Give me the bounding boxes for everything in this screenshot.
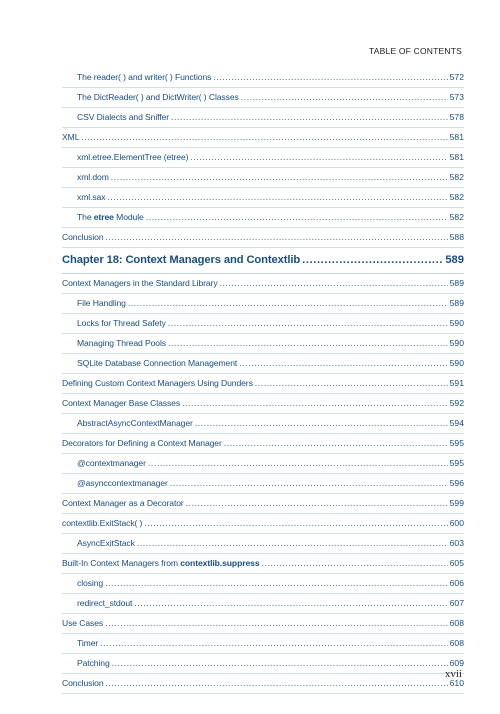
toc-entry[interactable]	[62, 674, 464, 694]
dot-leader	[100, 634, 448, 653]
toc-entry-page: 603	[449, 538, 464, 548]
toc-entry-title-part: @contextmanager	[77, 458, 146, 468]
toc-entry-title	[77, 454, 146, 473]
toc-entry-title	[62, 394, 180, 413]
toc-entry-page: 572	[449, 72, 464, 82]
toc-entry-title	[77, 108, 169, 127]
toc-entry[interactable]	[62, 128, 464, 148]
dot-leader	[302, 248, 443, 273]
toc-entry-page: 589	[449, 278, 464, 288]
dot-leader	[81, 128, 447, 147]
toc-entry-title-part: contextlib.suppress	[180, 558, 260, 568]
toc-entry-title-part: contextlib.ExitStack( )	[62, 518, 143, 528]
toc-entry[interactable]	[62, 334, 464, 354]
toc-entry-title-part: Managing Thread Pools	[77, 338, 166, 348]
dot-leader	[146, 208, 448, 227]
toc-entry-title	[77, 294, 126, 313]
dot-leader	[255, 374, 448, 393]
toc-chapter-entry[interactable]	[62, 248, 464, 274]
dot-leader	[171, 108, 448, 127]
toc-entry-title-part: Conclusion	[62, 232, 104, 242]
toc-entry-page: 600	[449, 518, 464, 528]
toc-entry[interactable]	[62, 514, 464, 534]
dot-leader	[239, 354, 447, 373]
toc-entry-page: 582	[449, 212, 464, 222]
dot-leader	[241, 88, 448, 107]
toc-entry-title-part: The	[77, 212, 94, 222]
toc-entry-title-part: The DictReader( ) and DictWriter( ) Classes	[77, 92, 239, 102]
toc-entry-title	[77, 594, 132, 613]
toc-entry[interactable]	[62, 108, 464, 128]
toc-entry-title	[62, 434, 222, 453]
toc-entry-title-part: Locks for Thread Safety	[77, 318, 166, 328]
dot-leader	[195, 414, 448, 433]
toc-entry[interactable]	[62, 168, 464, 188]
toc-entry-title-part: xml.sax	[77, 192, 106, 202]
toc-entry-page: 607	[449, 598, 464, 608]
dot-leader	[112, 654, 448, 673]
dot-leader	[186, 494, 448, 513]
toc-entry-title	[77, 414, 193, 433]
toc-entry-page: 605	[449, 558, 464, 568]
toc-entry-page: 582	[449, 172, 464, 182]
toc-entry-title	[62, 128, 79, 147]
toc-entry-title	[62, 374, 253, 393]
toc-entry-page: 581	[449, 132, 464, 142]
toc-entry-title-part: AbstractAsyncContextManager	[77, 418, 193, 428]
dot-leader	[107, 188, 447, 207]
dot-leader	[190, 148, 447, 167]
toc-entry[interactable]	[62, 354, 464, 374]
dot-leader	[182, 394, 448, 413]
toc-entry-page: 589	[449, 298, 464, 308]
toc-entry-page: 599	[449, 498, 464, 508]
toc-entry[interactable]	[62, 314, 464, 334]
dot-leader	[128, 294, 448, 313]
dot-leader	[105, 574, 448, 593]
toc-entry[interactable]	[62, 534, 464, 554]
dot-leader	[220, 274, 448, 293]
toc-entry-page: 588	[449, 232, 464, 242]
dot-leader	[262, 554, 448, 573]
toc-entry[interactable]	[62, 654, 464, 674]
toc-entry-title-part: SQLite Database Connection Management	[77, 358, 238, 368]
toc-entry[interactable]	[62, 228, 464, 248]
toc-entry-title	[62, 554, 260, 573]
toc-entry[interactable]	[62, 414, 464, 434]
dot-leader	[224, 434, 448, 453]
toc-entry-page: 610	[449, 678, 464, 688]
toc-entry-page: 590	[449, 358, 464, 368]
toc-entry-title-part: @asynccontextmanager	[77, 478, 168, 488]
dot-leader	[148, 454, 448, 473]
dot-leader	[213, 68, 447, 87]
toc-entry-page: 592	[449, 398, 464, 408]
toc-entry[interactable]	[62, 294, 464, 314]
toc-entry-title	[77, 208, 144, 227]
dot-leader	[168, 334, 448, 353]
toc-entry-page: 582	[449, 192, 464, 202]
toc-entry-title	[62, 674, 104, 693]
toc-entry-title	[62, 614, 103, 633]
toc-entry[interactable]	[62, 494, 464, 514]
toc-entry-page: 595	[449, 458, 464, 468]
toc-entry-title-part: Conclusion	[62, 678, 104, 688]
toc-entry[interactable]	[62, 208, 464, 228]
toc-entry[interactable]	[62, 374, 464, 394]
toc-entry-title	[77, 634, 98, 653]
toc-entry-title-part: Chapter 18: Context Managers and Contextlib	[62, 254, 301, 266]
toc-entry-page: 595	[449, 438, 464, 448]
toc-entry-title	[62, 274, 218, 293]
toc-entry-page: 596	[449, 478, 464, 488]
dot-leader	[111, 168, 448, 187]
toc-entry-page: 573	[449, 92, 464, 102]
dot-leader	[105, 614, 448, 633]
toc-entry[interactable]	[62, 274, 464, 294]
toc-entry-title-part: XML	[62, 132, 80, 142]
toc-entry-title	[62, 248, 300, 273]
toc-entry[interactable]	[62, 434, 464, 454]
toc-entry-page: 581	[449, 152, 464, 162]
dot-leader	[137, 534, 448, 553]
toc-entry-title	[77, 168, 109, 187]
toc-entry-title-part: etree	[93, 212, 114, 222]
toc-entry-title	[62, 514, 142, 533]
toc-entry-title	[77, 574, 103, 593]
toc-entry-title-part: Decorators for Defining a Context Manager	[62, 438, 222, 448]
toc-entry-page: 594	[449, 418, 464, 428]
dot-leader	[134, 594, 447, 613]
toc-entry-title	[77, 88, 239, 107]
toc-entry[interactable]	[62, 188, 464, 208]
toc-entry-title	[77, 148, 188, 167]
toc-entry-title-part: Defining Custom Context Managers Using Dunders	[62, 378, 253, 388]
toc-entry[interactable]	[62, 574, 464, 594]
dot-leader	[106, 674, 448, 693]
toc-entry[interactable]	[62, 634, 464, 654]
toc-entry-title-part: Built-In Context Managers from	[62, 558, 181, 568]
toc-entry-title-part: AsyncExitStack	[77, 538, 135, 548]
page-number: xvii	[444, 668, 462, 680]
toc-entry-page: 608	[449, 638, 464, 648]
toc-entry[interactable]	[62, 454, 464, 474]
toc-entry-title-part: Context Manager as a Decorator	[62, 498, 184, 508]
toc-entry[interactable]	[62, 554, 464, 574]
dot-leader	[106, 228, 448, 247]
toc-entry[interactable]	[62, 594, 464, 614]
toc-entry-title	[77, 188, 105, 207]
toc-entry-page: 590	[449, 338, 464, 348]
toc-entry-title-part: xml.dom	[77, 172, 109, 182]
toc-entry-title	[77, 354, 237, 373]
toc-entry-page: 608	[449, 618, 464, 628]
toc-entry[interactable]	[62, 474, 464, 494]
toc-entry-title-part: Context Managers in the Standard Library	[62, 278, 218, 288]
toc-entry-page: 606	[449, 578, 464, 588]
toc-entry[interactable]	[62, 148, 464, 168]
toc-entry-title	[77, 68, 211, 87]
toc-entry-page: 609	[449, 658, 464, 668]
toc-entry-title	[77, 474, 168, 493]
toc-entry-title-part: Context Manager Base Classes	[62, 398, 181, 408]
toc-entry-title	[77, 654, 110, 673]
dot-leader	[170, 474, 448, 493]
toc-entry-page: 578	[449, 112, 464, 122]
toc-entry-title-part: Use Cases	[62, 618, 104, 628]
toc-entry-title	[77, 334, 166, 353]
toc-entry-page: 590	[449, 318, 464, 328]
toc-entry-page: 591	[449, 378, 464, 388]
toc-entry-title	[77, 534, 135, 553]
toc-entry[interactable]	[62, 88, 464, 108]
toc-entry-page: 589	[445, 254, 464, 266]
toc-entry-title-part: Patching	[77, 658, 110, 668]
toc-entry-title-part: redirect_stdout	[77, 598, 133, 608]
toc-entry[interactable]	[62, 394, 464, 414]
toc-entry[interactable]	[62, 68, 464, 88]
running-head: TABLE OF CONTENTS	[369, 46, 462, 56]
toc-entry-title-part: File Handling	[77, 298, 126, 308]
toc-entry-title-part: CSV Dialects and Sniffer	[77, 112, 170, 122]
toc-entry-title-part: The reader( ) and writer( ) Functions	[77, 72, 212, 82]
table-of-contents	[62, 68, 464, 694]
toc-entry[interactable]	[62, 614, 464, 634]
dot-leader	[168, 314, 448, 333]
toc-entry-title-part: Timer	[77, 638, 99, 648]
dot-leader	[144, 514, 447, 533]
toc-entry-title	[62, 228, 104, 247]
toc-entry-title-part: closing	[77, 578, 104, 588]
toc-entry-title	[77, 314, 166, 333]
toc-entry-title	[62, 494, 184, 513]
toc-entry-title-part: Module	[113, 212, 144, 222]
toc-entry-title-part: xml.etree.ElementTree (etree)	[77, 152, 189, 162]
